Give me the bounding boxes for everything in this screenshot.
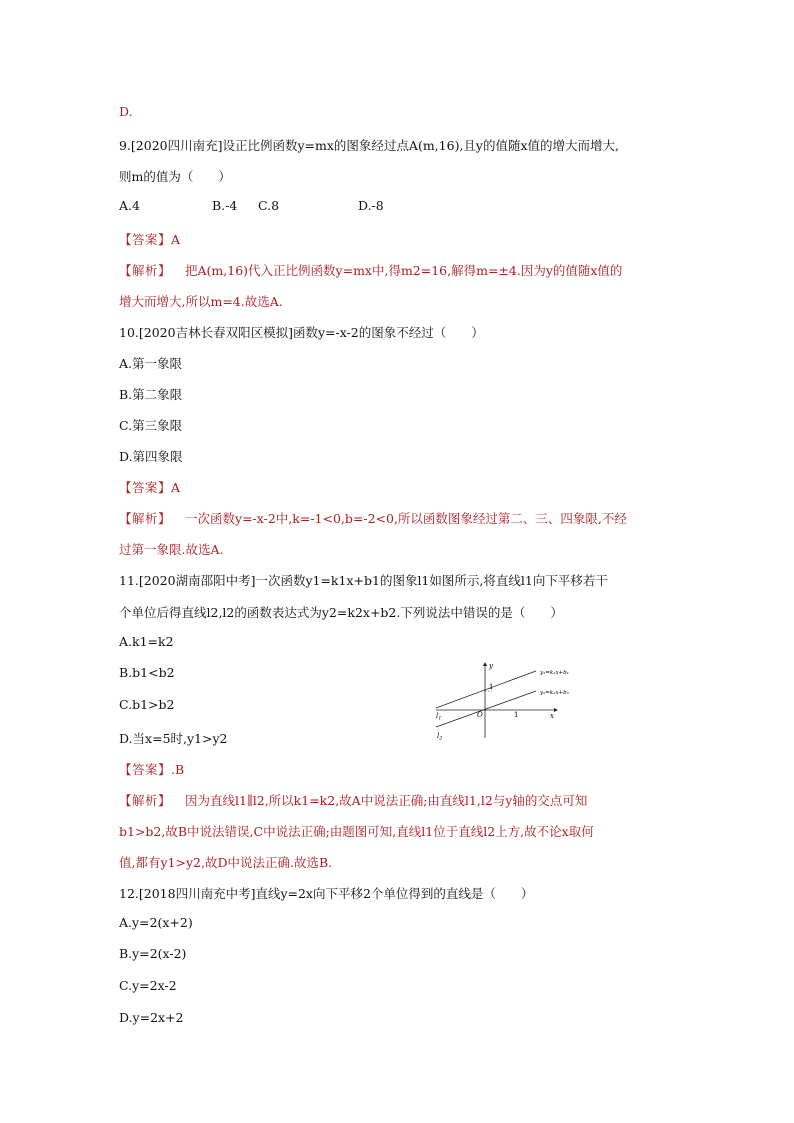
q10-option-b: B.第二象限	[119, 387, 183, 402]
analysis-tag: 【解析】	[119, 511, 172, 526]
l1-equation: y₁=k₁x+b₁	[540, 670, 569, 676]
line-l2	[436, 691, 536, 727]
q10-answer	[119, 478, 180, 496]
answer-value: A	[171, 232, 181, 247]
q11-analysis-line3: 值,都有y1>y2,故D中说法正确.故选B.	[119, 855, 333, 870]
q9-analysis-line1	[119, 261, 622, 279]
q10-analysis-line1	[119, 509, 627, 527]
q9-option-c: C.8	[258, 198, 280, 213]
q9-answer	[119, 230, 180, 248]
x-axis-arrow	[554, 708, 558, 712]
q11-option-a: A.k1=k2	[119, 634, 174, 649]
x-unit-label: 1	[514, 711, 519, 719]
q10-analysis-line2: 过第一象限.故选A.	[119, 542, 224, 557]
q10-option-c: C.第三象限	[119, 418, 183, 433]
q11-stem-line1: 11.[2020湖南邵阳中考]一次函数y1=k1x+b1的图象l1如图所示,将直线l1向下平移若干	[119, 573, 608, 588]
q9-option-b: B.-4	[212, 198, 238, 213]
q12-option-d: D.y=2x+2	[119, 1010, 184, 1025]
q8-option-d: D.	[119, 104, 133, 119]
y-axis-arrow	[483, 662, 487, 666]
q12-option-b: B.y=2(x-2)	[119, 946, 187, 961]
q10-option-d: D.第四象限	[119, 449, 183, 464]
y-unit-label: 1	[489, 683, 494, 691]
analysis-tag: 【解析】	[119, 793, 172, 808]
q11-option-b: B.b1<b2	[119, 665, 175, 680]
answer-value: A	[171, 480, 181, 495]
answer-value: .B	[171, 762, 185, 777]
q11-graph-figure	[432, 660, 569, 742]
q11-analysis-line2: b1>b2,故B中说法错误,C中说法正确;由题图可知,直线l1位于直线l2上方,故不论x取何	[119, 824, 594, 839]
q12-option-a: A.y=2(x+2)	[119, 915, 193, 930]
y-axis-label: y	[489, 662, 493, 670]
q11-answer	[119, 760, 184, 778]
l1-label: $l_1$	[436, 712, 442, 722]
q10-option-a: A.第一象限	[119, 356, 183, 371]
analysis-text: 一次函数y=-x-2中,k=-1<0,b=-2<0,所以函数图象经过第二、三、四象限,不经	[185, 511, 627, 526]
q9-analysis-line2: 增大而增大,所以m=4.故选A.	[119, 294, 283, 309]
q9-stem-line1: 9.[2020四川南充]设正比例函数y=mx的图象经过点A(m,16),且y的值随x值的增大而增大,	[119, 138, 620, 153]
q9-option-d: D.-8	[358, 198, 384, 213]
q10-stem: 10.[2020吉林长春双阳区模拟]函数y=-x-2的图象不经过（ ）	[119, 325, 484, 340]
answer-tag: 【答案】	[119, 762, 172, 777]
analysis-text: 因为直线l1∥l2,所以k1=k2,故A中说法正确;由直线l1,l2与y轴的交点可知	[185, 793, 588, 808]
q12-stem: 12.[2018四川南充中考]直线y=2x向下平移2个单位得到的直线是（ ）	[119, 886, 534, 901]
q9-option-a: A.4	[119, 198, 140, 213]
q11-analysis-line1	[119, 791, 587, 809]
q11-option-c: C.b1>b2	[119, 697, 175, 712]
q12-option-c: C.y=2x-2	[119, 978, 177, 993]
x-axis-label: x	[550, 712, 554, 720]
origin-label: O	[477, 711, 483, 719]
l2-equation: y₂=k₂x+b₂	[540, 690, 569, 696]
q9-stem-line2: 则m的值为（ ）	[119, 169, 231, 184]
q11-option-d: D.当x=5时,y1>y2	[119, 731, 228, 746]
l2-label: $l_2$	[437, 732, 443, 742]
analysis-text: 把A(m,16)代入正比例函数y=mx中,得m2=16,解得m=±4.因为y的值随x值的	[185, 263, 623, 278]
q11-stem-line2: 个单位后得直线l2,l2的函数表达式为y2=k2x+b2.下列说法中错误的是（ ）	[119, 605, 563, 620]
analysis-tag: 【解析】	[119, 263, 172, 278]
answer-tag: 【答案】	[119, 480, 172, 495]
line-l1	[436, 671, 536, 708]
answer-tag: 【答案】	[119, 232, 172, 247]
